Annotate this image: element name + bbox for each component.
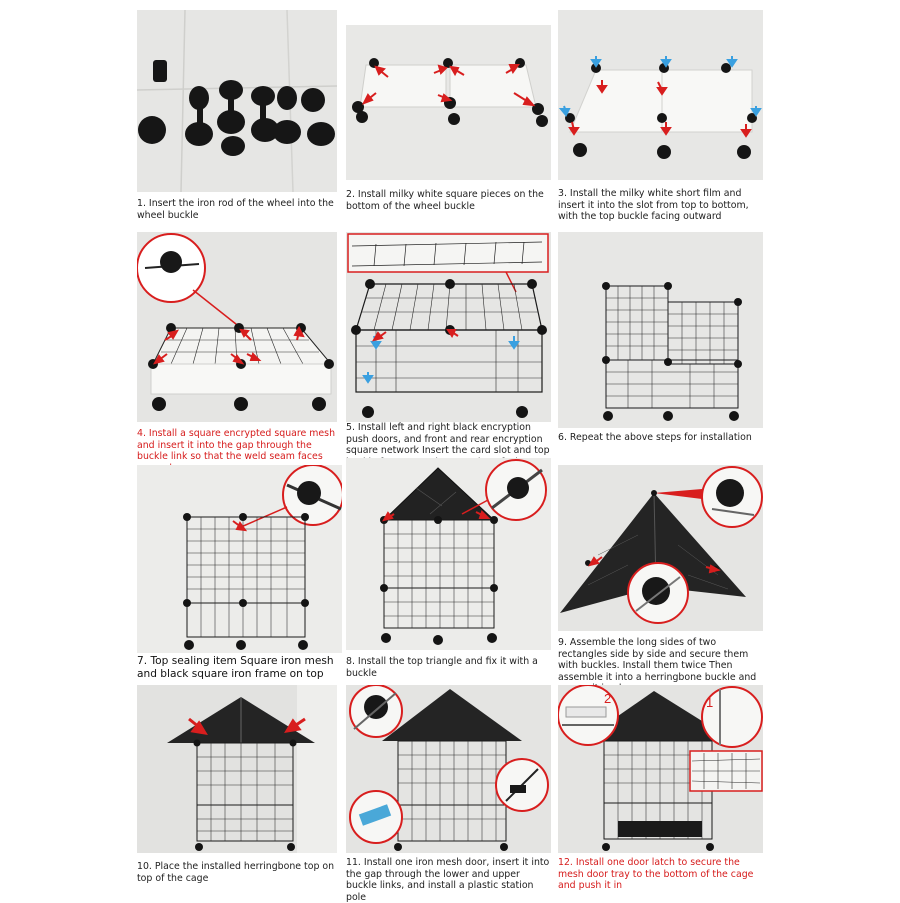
step-2-photo bbox=[346, 25, 551, 180]
step-7-photo bbox=[137, 465, 342, 653]
step-5 bbox=[346, 232, 551, 464]
step-10 bbox=[137, 685, 337, 895]
step-10-photo bbox=[137, 685, 337, 853]
step-9-caption: 9. Assemble the long sides of two rectangles side by side and secure them with buckles. Install them twice Then assemble it into a herringbone buckle and bbox=[558, 637, 757, 683]
step-11 bbox=[346, 685, 551, 903]
step-4-caption: 4. Install a square encrypted square mesh and insert it into the gap through the buckle link so that the weld seam faces bbox=[137, 428, 336, 463]
step-4-photo bbox=[137, 232, 337, 422]
step-8 bbox=[346, 458, 551, 680]
step-8-photo bbox=[346, 458, 551, 650]
step-2-caption: 2. Install milky white square pieces on the bottom of the wheel buckle bbox=[346, 189, 544, 212]
step-2 bbox=[346, 25, 551, 225]
step-3-caption: 3. Install the milky white short film and insert it into the slot from top to bottom, with the top buckle facing outward bbox=[558, 188, 749, 223]
step-11-photo bbox=[346, 685, 551, 853]
step-3 bbox=[558, 10, 763, 225]
step-5-photo bbox=[346, 232, 551, 422]
step-6-caption: 6. Repeat the above steps for installation bbox=[558, 432, 752, 443]
step-1-caption: 1. Insert the iron rod of the wheel into the wheel buckle bbox=[137, 198, 334, 221]
step-11-caption: 11. Install one iron mesh door, insert it into the gap through the lower and upper buckle links, and install a plastic station pole bbox=[346, 857, 550, 903]
step-12-caption: 12. Install one door latch to secure the mesh door tray to the bottom of the cage and push it in bbox=[558, 857, 754, 892]
step-8-caption: 8. Install the top triangle and fix it with a buckle bbox=[346, 656, 538, 679]
step-3-photo bbox=[558, 10, 763, 180]
step-10-caption: 10. Place the installed herringbone top on top of the cage bbox=[137, 861, 335, 884]
step-6 bbox=[558, 232, 763, 464]
step-7 bbox=[137, 465, 342, 683]
step-12-photo bbox=[558, 685, 763, 853]
step-12 bbox=[558, 685, 763, 895]
step-4 bbox=[137, 232, 337, 464]
step-1 bbox=[137, 10, 337, 232]
callout-number-2: 2 bbox=[604, 691, 612, 706]
step-9-photo bbox=[558, 465, 763, 631]
step-6-photo bbox=[558, 232, 763, 428]
step-9 bbox=[558, 465, 763, 683]
step-5-caption: 5. Install left and right black encryption push doors, and front and rear encryption square network Insert the card slot and top bbox=[346, 422, 550, 457]
callout-number-1: 1 bbox=[706, 695, 714, 710]
step-1-photo bbox=[137, 10, 337, 192]
step-7-caption: 7. Top sealing item Square iron mesh and black square iron frame on top bbox=[137, 655, 334, 680]
